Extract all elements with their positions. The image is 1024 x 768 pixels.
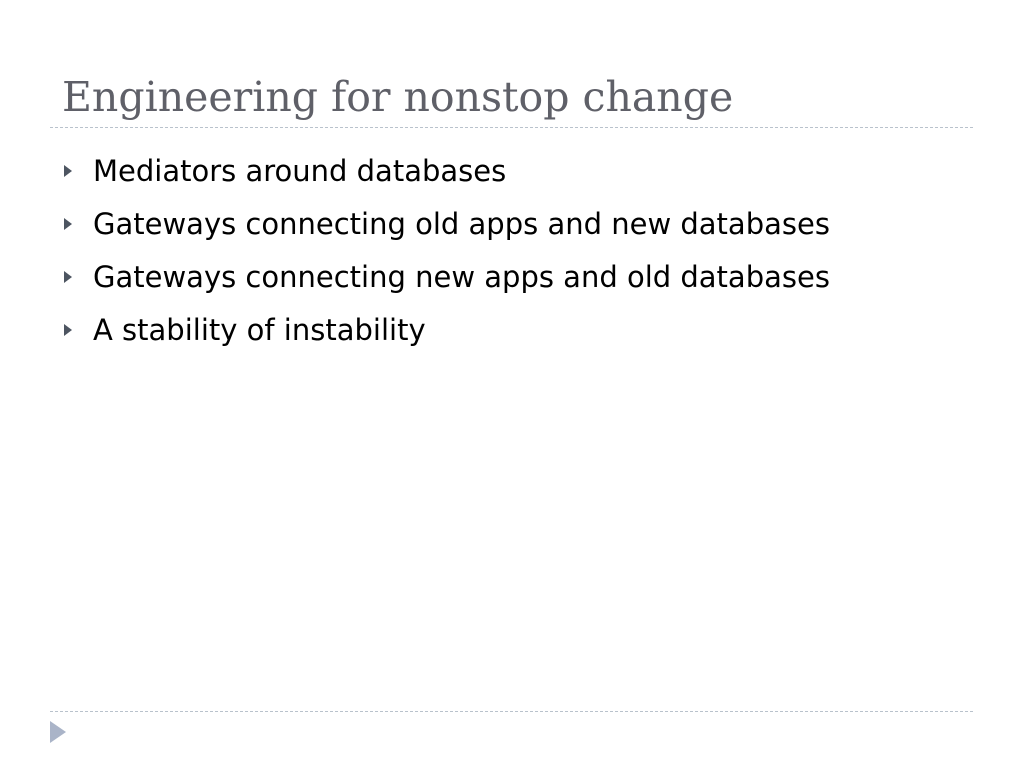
bullet-text: A stability of instability: [93, 312, 426, 347]
bullet-list: [64, 144, 830, 356]
triangle-right-icon: [64, 324, 72, 336]
title-divider: [50, 127, 973, 128]
triangle-right-icon: [64, 165, 72, 177]
bullet-text: Mediators around databases: [93, 153, 507, 188]
bullet-item: [64, 303, 830, 356]
bullet-item: [64, 144, 830, 197]
triangle-right-icon: [64, 271, 72, 283]
bullet-text: Gateways connecting old apps and new databases: [93, 206, 830, 241]
play-arrow-icon: [50, 721, 66, 743]
bullet-item: [64, 250, 830, 303]
footer-divider: [50, 711, 973, 712]
bullet-item: [64, 197, 830, 250]
bullet-text: Gateways connecting new apps and old databases: [93, 259, 830, 294]
triangle-right-icon: [64, 218, 72, 230]
slide-title: Engineering for nonstop change: [62, 73, 734, 121]
